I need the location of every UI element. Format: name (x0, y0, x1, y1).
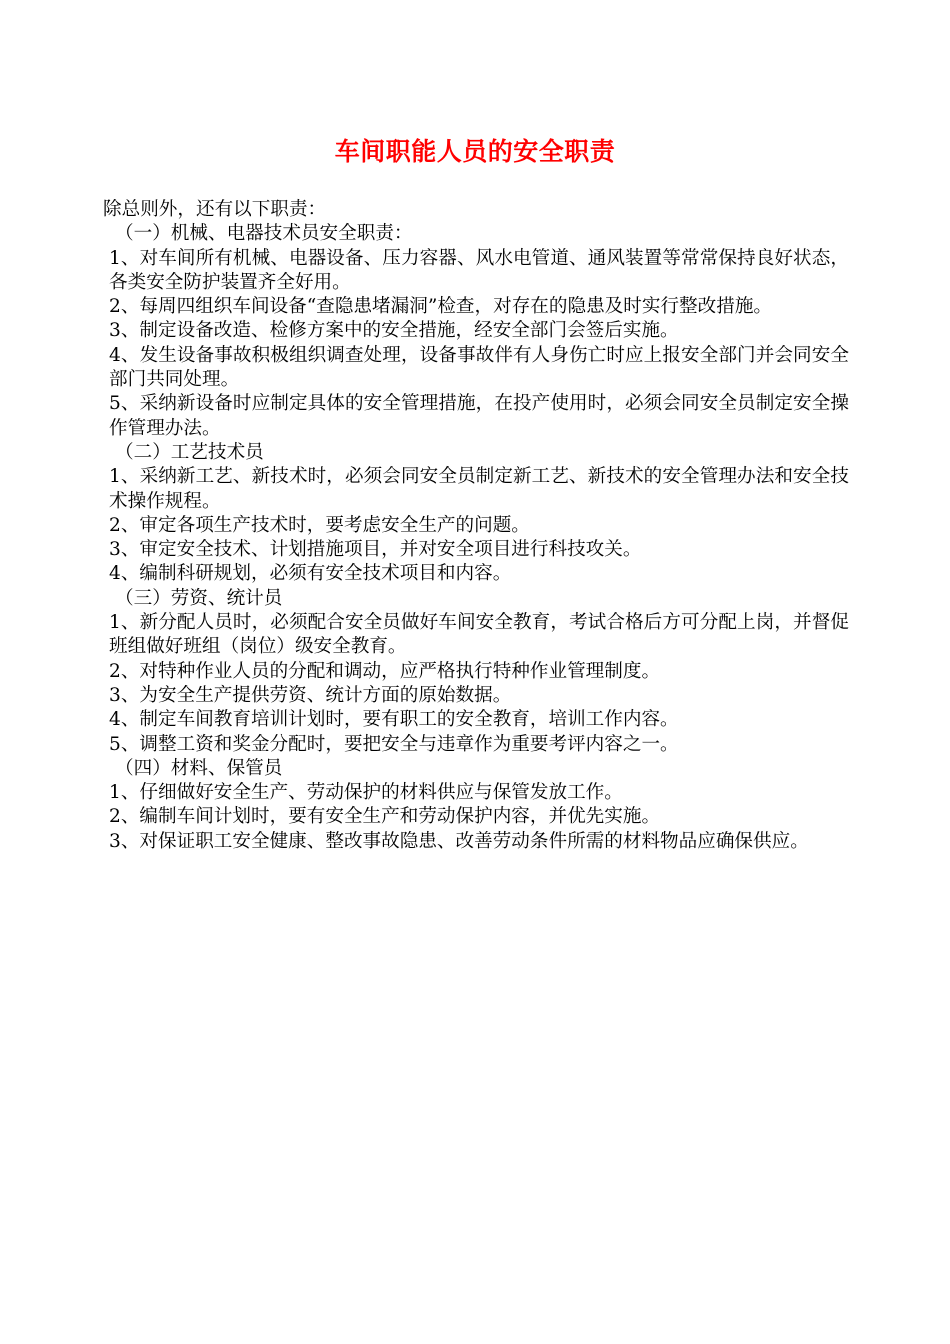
list-item: 3、制定设备改造、检修方案中的安全措施，经安全部门会签后实施。 (109, 320, 679, 342)
list-item: 3、审定安全技术、计划措施项目，并对安全项目进行科技攻关。 (109, 539, 642, 561)
section-heading: （四）材料、保管员 (115, 757, 283, 779)
list-item: 5、调整工资和奖金分配时，要把安全与违章作为重要考评内容之一。 (109, 733, 679, 755)
list-item: 1、采纳新工艺、新技术时，必须会同安全员制定新工艺、新技术的安全管理办法和安全技术操作规程。 (109, 466, 849, 512)
list-item: 4、编制科研规划，必须有安全技术项目和内容。 (109, 563, 512, 585)
section-heading: （一）机械、电器技术员安全职责： (115, 223, 413, 245)
document-title: 车间职能人员的安全职责 (334, 137, 616, 166)
list-item: 2、对特种作业人员的分配和调动，应严格执行特种作业管理制度。 (109, 660, 661, 682)
list-item: 3、为安全生产提供劳资、统计方面的原始数据。 (109, 684, 512, 706)
list-item: 2、编制车间计划时，要有安全生产和劳动保护内容，并优先实施。 (109, 806, 661, 828)
section-heading: （二）工艺技术员 (115, 441, 264, 463)
list-item: 1、对车间所有机械、电器设备、压力容器、风水电管道、通风装置等常常保持良好状态，各类安全防护装置齐全好用。 (109, 247, 849, 293)
intro-paragraph: 除总则外，还有以下职责： (103, 199, 327, 220)
list-item: 4、制定车间教育培训计划时，要有职工的安全教育，培训工作内容。 (109, 709, 679, 731)
document-body (103, 198, 849, 854)
list-item: 3、对保证职工安全健康、整改事故隐患、改善劳动条件所需的材料物品应确保供应。 (109, 830, 809, 852)
list-item: 1、新分配人员时，必须配合安全员做好车间安全教育，考试合格后方可分配上岗，并督促班组做好班组（岗位）级安全教育。 (109, 612, 849, 658)
list-item: 1、仔细做好安全生产、劳动保护的材料供应与保管发放工作。 (109, 782, 623, 804)
list-item: 2、审定各项生产技术时，要考虑安全生产的问题。 (109, 514, 530, 536)
list-item: 4、发生设备事故积极组织调查处理，设备事故伴有人身伤亡时应上报安全部门并会同安全部门共同处理。 (109, 344, 849, 391)
list-item: 2、每周四组织车间设备“查隐患堵漏洞”检查，对存在的隐患及时实行整改措施。 (109, 296, 773, 318)
section-heading: （三）劳资、统计员 (115, 587, 283, 609)
list-item: 5、采纳新设备时应制定具体的安全管理措施，在投产使用时，必须会同安全员制定安全操作管理办法。 (109, 393, 849, 439)
